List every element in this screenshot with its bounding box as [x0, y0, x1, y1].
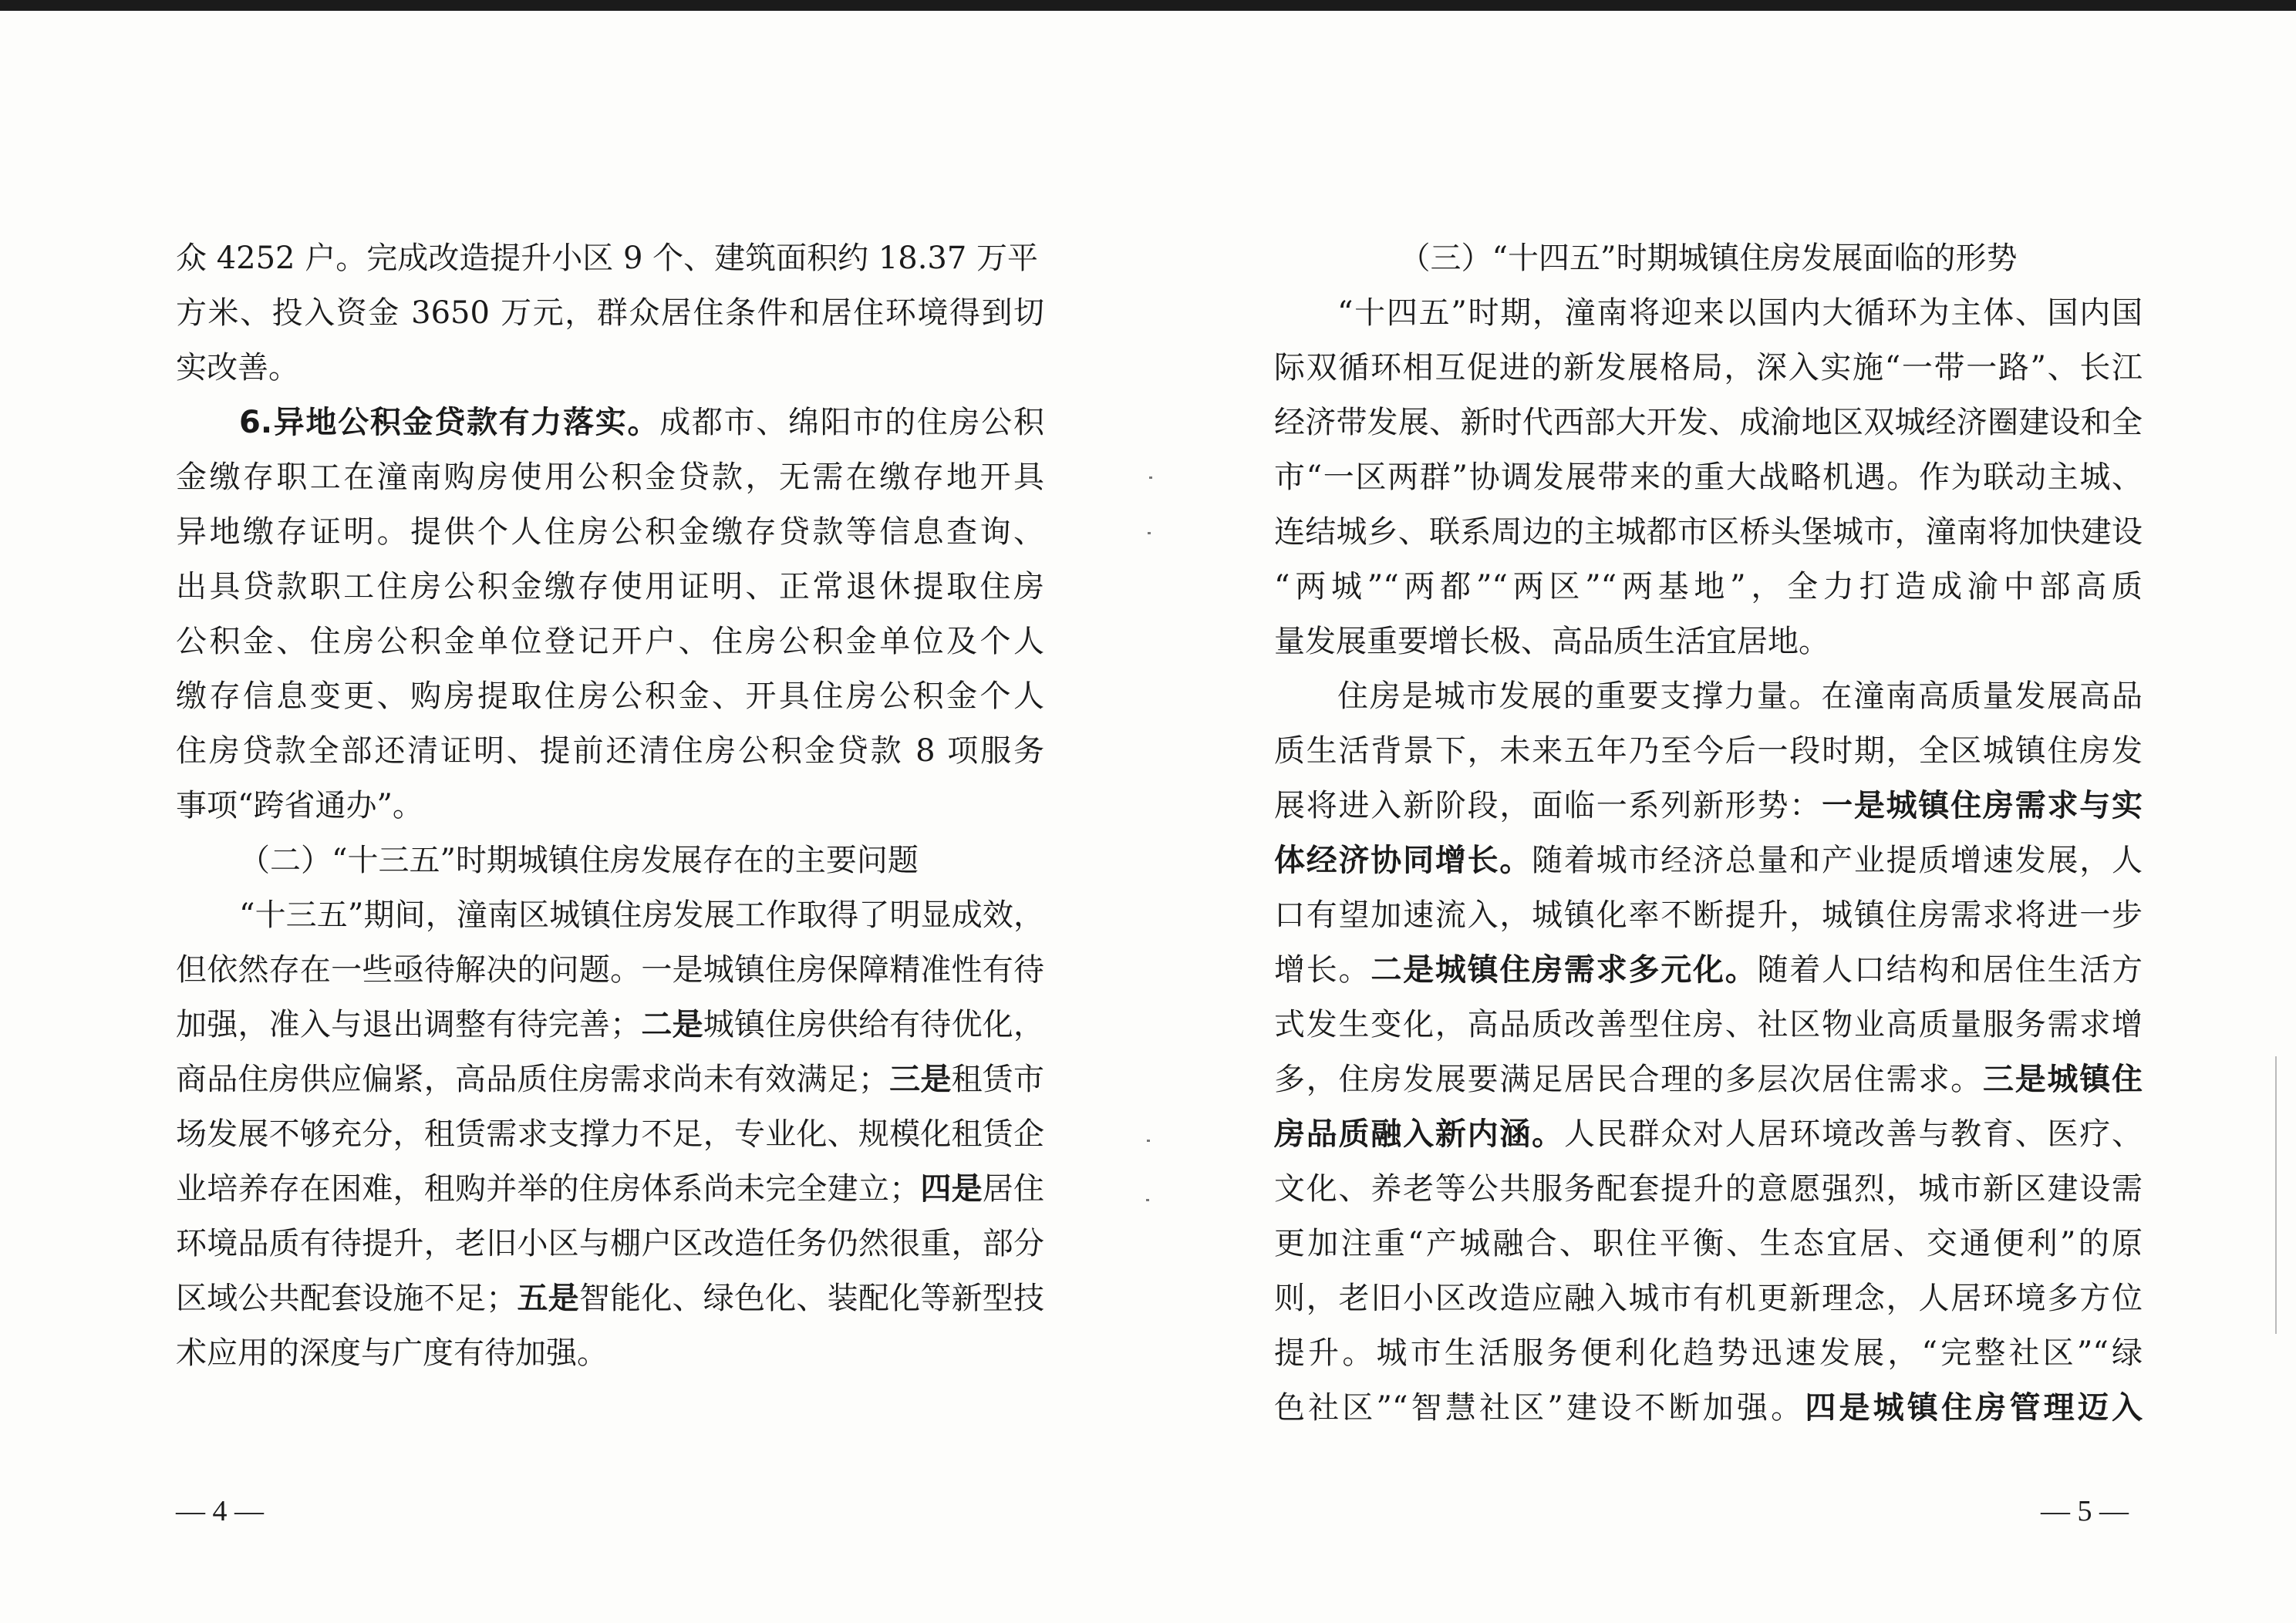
text-line: 众 4252 户。完成改造提升小区 9 个、建筑面积约 18.37 万平 — [176, 241, 1039, 276]
text-line: 加强，准入与退出调整有待完善；二是城镇住房供给有待优化， — [176, 1007, 1044, 1042]
scan-speck — [1147, 1140, 1150, 1142]
scan-edge-line — [2275, 1056, 2277, 1334]
text-line: 连结城乡、联系周边的主城都市区桥头堡城市，潼南将加快建设 — [1274, 514, 2143, 550]
text-line: 场发展不够充分，租赁需求支撑力不足，专业化、规模化租赁企 — [176, 1116, 1044, 1152]
text-line: 色社区”“智慧社区”建设不断加强。四是城镇住房管理迈入 — [1274, 1390, 2143, 1426]
text-line: 事项“跨省通办”。 — [176, 788, 423, 823]
scan-top-border — [0, 0, 2296, 11]
text-line: 增长。二是城镇住房需求多元化。随着人口结构和居住生活方 — [1274, 952, 2143, 988]
text-line: 则，老旧小区改造应融入城市有机更新理念，人居环境多方位 — [1274, 1281, 2143, 1316]
text-line: 经济带发展、新时代西部大开发、成渝地区双城经济圈建设和全 — [1274, 405, 2143, 440]
section-heading: （二）“十三五”时期城镇住房发展存在的主要问题 — [239, 843, 919, 878]
text-line: 公积金、住房公积金单位登记开户、住房公积金单位及个人 — [176, 624, 1044, 659]
scan-speck — [1149, 476, 1152, 479]
left-page — [176, 231, 1044, 1381]
text-line: 量发展重要增长极、高品质生活宜居地。 — [1274, 624, 1829, 659]
text-line: 文化、养老等公共服务配套提升的意愿强烈，城市新区建设需 — [1274, 1171, 2143, 1207]
text-line: 住房是城市发展的重要支撑力量。在潼南高质量发展高品 — [1337, 678, 2143, 714]
page-number: — 5 — — [2041, 1495, 2129, 1527]
scan-speck — [1148, 532, 1151, 534]
text-line: “两城”“两都”“两区”“两基地”，全力打造成渝中部高质 — [1274, 569, 2143, 604]
text-line: 式发生变化，高品质改善型住房、社区物业高质量服务需求增 — [1274, 1007, 2143, 1042]
text-line: 提升。城市生活服务便利化趋势迅速发展，“完整社区”“绿 — [1274, 1335, 2143, 1371]
text-line: 体经济协同增长。随着城市经济总量和产业提质增速发展，人 — [1274, 843, 2143, 878]
text-line: 更加注重“产城融合、职住平衡、生态宜居、交通便利”的原 — [1274, 1226, 2143, 1261]
text-line: 商品住房供应偏紧，高品质住房需求尚未有效满足；三是租赁市 — [176, 1062, 1044, 1097]
text-line: 实改善。 — [176, 350, 299, 386]
text-line: “十四五”时期，潼南将迎来以国内大循环为主体、国内国 — [1337, 295, 2143, 331]
right-page — [1274, 231, 2143, 1436]
text-line: 住房贷款全部还清证明、提前还清住房公积金贷款 8 项服务 — [176, 733, 1044, 769]
text-line: 缴存信息变更、购房提取住房公积金、开具住房公积金个人 — [176, 678, 1044, 714]
text-line: “十三五”期间，潼南区城镇住房发展工作取得了明显成效， — [239, 897, 1044, 933]
text-line: 市“一区两群”协调发展带来的重大战略机遇。作为联动主城、 — [1274, 460, 2143, 495]
text-line: 多，住房发展要满足居民合理的多层次居住需求。三是城镇住 — [1274, 1062, 2143, 1097]
text-line: 金缴存职工在潼南购房使用公积金贷款，无需在缴存地开具 — [176, 460, 1044, 495]
text-line: 6.异地公积金贷款有力落实。成都市、绵阳市的住房公积 — [239, 405, 1044, 440]
text-line: 出具贷款职工住房公积金缴存使用证明、正常退休提取住房 — [176, 569, 1044, 604]
text-line: 房品质融入新内涵。人民群众对人居环境改善与教育、医疗、 — [1274, 1116, 2143, 1152]
section-heading: （三）“十四五”时期城镇住房发展面临的形势 — [1399, 241, 2018, 276]
text-line: 口有望加速流入，城镇化率不断提升，城镇住房需求将进一步 — [1274, 897, 2143, 933]
text-line: 展将进入新阶段，面临一系列新形势：一是城镇住房需求与实 — [1274, 788, 2143, 823]
text-line: 际双循环相互促进的新发展格局，深入实施“一带一路”、长江 — [1274, 350, 2143, 386]
text-line: 异地缴存证明。提供个人住房公积金缴存贷款等信息查询、 — [176, 514, 1044, 550]
text-line: 质生活背景下，未来五年乃至今后一段时期，全区城镇住房发 — [1274, 733, 2143, 769]
scan-speck — [1146, 1199, 1149, 1201]
text-line: 术应用的深度与广度有待加强。 — [176, 1335, 608, 1371]
text-line: 但依然存在一些亟待解决的问题。一是城镇住房保障精准性有待 — [176, 952, 1044, 988]
page-number: — 4 — — [176, 1495, 264, 1527]
text-line: 业培养存在困难，租购并举的住房体系尚未完全建立；四是居住 — [176, 1171, 1044, 1207]
text-line: 区域公共配套设施不足；五是智能化、绿色化、装配化等新型技 — [176, 1281, 1044, 1316]
text-line: 方米、投入资金 3650 万元，群众居住条件和居住环境得到切 — [176, 295, 1044, 331]
text-line: 环境品质有待提升，老旧小区与棚户区改造任务仍然很重，部分 — [176, 1226, 1044, 1261]
